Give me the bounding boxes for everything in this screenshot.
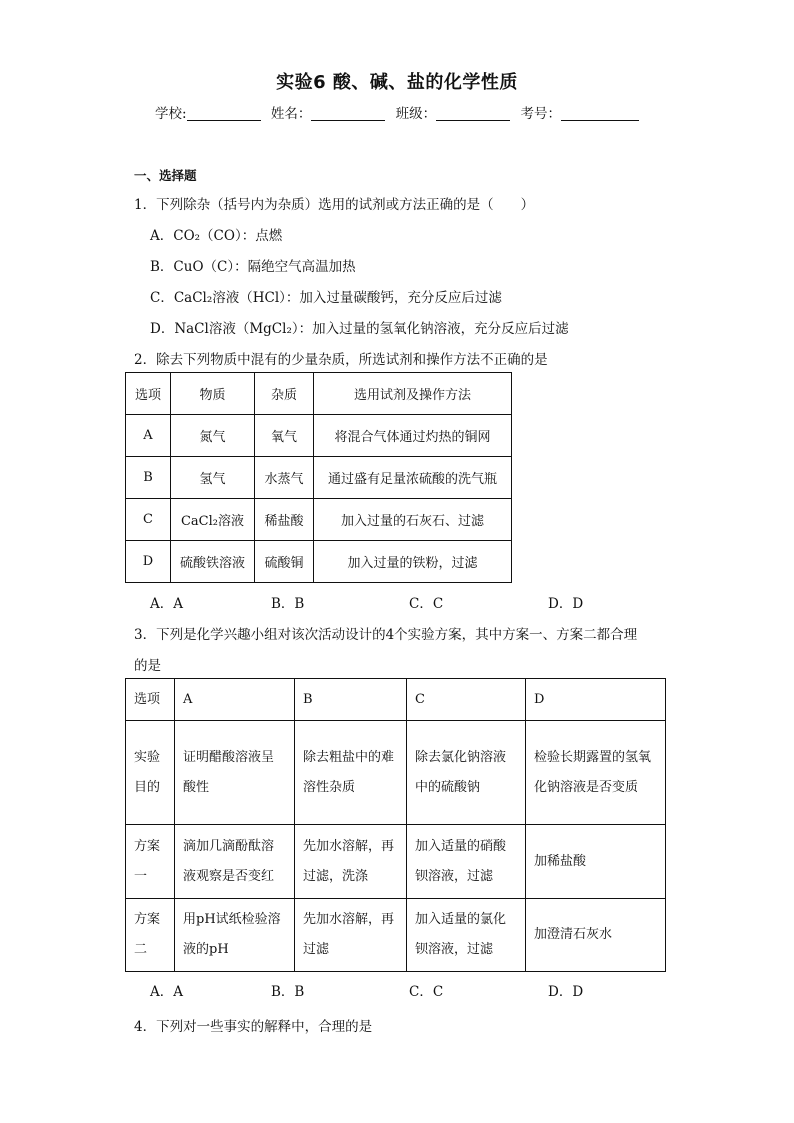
table-header-cell: 选用试剂及操作方法 — [314, 373, 512, 415]
table-cell: 加入适量的氯化钡溶液，过滤 — [407, 899, 526, 972]
table-cell: 稀盐酸 — [255, 499, 314, 541]
section-heading: 一、选择题 — [134, 168, 197, 183]
table-cell: 除去粗盐中的难溶性杂质 — [295, 721, 407, 825]
table-row — [126, 721, 666, 825]
table-cell: 实验目的 — [126, 721, 175, 825]
table-cell: 加澄清石灰水 — [526, 899, 666, 972]
choice-b[interactable]: B．B — [271, 984, 305, 1000]
school-label: 学校: — [155, 106, 187, 122]
table-cell: 先加水溶解，再过滤 — [295, 899, 407, 972]
question-4-stem: 4．下列对一些事实的解释中，合理的是 — [134, 1019, 373, 1035]
table-header-cell: B — [295, 679, 407, 721]
table-cell: 用pH试纸检验溶液的pH — [175, 899, 295, 972]
table-cell: D — [126, 541, 171, 583]
choice-c[interactable]: C．C — [409, 984, 444, 1000]
table-cell: 通过盛有足量浓硫酸的洗气瓶 — [314, 457, 512, 499]
question-2-stem: 2．除去下列物质中混有的少量杂质，所选试剂和操作方法不正确的是 — [134, 352, 548, 368]
choice-d[interactable]: D．D — [548, 596, 584, 612]
table-row — [126, 541, 512, 583]
student-info-line — [0, 102, 794, 122]
question-2-table — [125, 372, 512, 583]
choice-c[interactable]: C．C — [409, 596, 444, 612]
question-3-stem-line2: 的是 — [134, 658, 161, 674]
question-1-option-b: B．CuO（C）：隔绝空气高温加热 — [150, 259, 356, 275]
choice-a[interactable]: A．A — [150, 984, 183, 1000]
table-cell: C — [126, 499, 171, 541]
table-header-cell: C — [407, 679, 526, 721]
exam-no-label: 考号： — [520, 106, 561, 122]
table-row — [126, 499, 512, 541]
table-header-cell: 选项 — [126, 373, 171, 415]
table-cell: 硫酸铁溶液 — [171, 541, 255, 583]
table-cell: 水蒸气 — [255, 457, 314, 499]
school-blank[interactable] — [187, 106, 261, 121]
exam-no-blank[interactable] — [561, 106, 639, 121]
name-label: 姓名： — [270, 106, 312, 122]
question-1-option-c: C．CaCl₂溶液（HCl）：加入过量碳酸钙，充分反应后过滤 — [150, 290, 502, 306]
name-blank[interactable] — [311, 106, 385, 121]
question-1-option-d: D．NaCl溶液（MgCl₂）：加入过量的氢氧化钠溶液，充分反应后过滤 — [150, 321, 569, 337]
question-3-table — [125, 678, 666, 972]
table-cell: 方案二 — [126, 899, 175, 972]
table-row — [126, 825, 666, 899]
question-1-option-a: A．CO₂（CO）：点燃 — [150, 228, 283, 244]
choice-d[interactable]: D．D — [548, 984, 584, 1000]
class-blank[interactable] — [436, 106, 510, 121]
table-cell: 证明醋酸溶液呈酸性 — [175, 721, 295, 825]
table-cell: A — [126, 415, 171, 457]
table-header-cell: 杂质 — [255, 373, 314, 415]
table-cell: 硫酸铜 — [255, 541, 314, 583]
table-row — [126, 415, 512, 457]
table-cell: 滴加几滴酚酞溶液观察是否变红 — [175, 825, 295, 899]
table-header-cell: A — [175, 679, 295, 721]
table-header-row — [126, 679, 666, 721]
table-cell: 加入过量的铁粉，过滤 — [314, 541, 512, 583]
table-cell: 加稀盐酸 — [526, 825, 666, 899]
table-cell: 加入适量的硝酸钡溶液，过滤 — [407, 825, 526, 899]
question-1-stem: 1．下列除杂（括号内为杂质）选用的试剂或方法正确的是（ ） — [134, 197, 535, 213]
page-title: 实验6 酸、碱、盐的化学性质 — [276, 72, 518, 93]
question-3-stem-line1: 3．下列是化学兴趣小组对该次活动设计的4个实验方案，其中方案一、方案二都合理 — [134, 627, 638, 643]
table-header-row — [126, 373, 512, 415]
table-cell: 方案一 — [126, 825, 175, 899]
table-cell: CaCl₂溶液 — [171, 499, 255, 541]
table-cell: 氢气 — [171, 457, 255, 499]
table-cell: 加入过量的石灰石、过滤 — [314, 499, 512, 541]
table-row — [126, 457, 512, 499]
table-header-cell: D — [526, 679, 666, 721]
table-cell: 检验长期露置的氢氧化钠溶液是否变质 — [526, 721, 666, 825]
table-row — [126, 899, 666, 972]
table-header-cell: 物质 — [171, 373, 255, 415]
table-cell: 氧气 — [255, 415, 314, 457]
choice-a[interactable]: A．A — [150, 596, 183, 612]
table-cell: 氮气 — [171, 415, 255, 457]
table-cell: 先加水溶解，再过滤，洗涤 — [295, 825, 407, 899]
choice-b[interactable]: B．B — [271, 596, 305, 612]
table-header-cell: 选项 — [126, 679, 175, 721]
table-cell: B — [126, 457, 171, 499]
class-label: 班级： — [395, 106, 437, 122]
table-cell: 将混合气体通过灼热的铜网 — [314, 415, 512, 457]
table-cell: 除去氯化钠溶液中的硫酸钠 — [407, 721, 526, 825]
